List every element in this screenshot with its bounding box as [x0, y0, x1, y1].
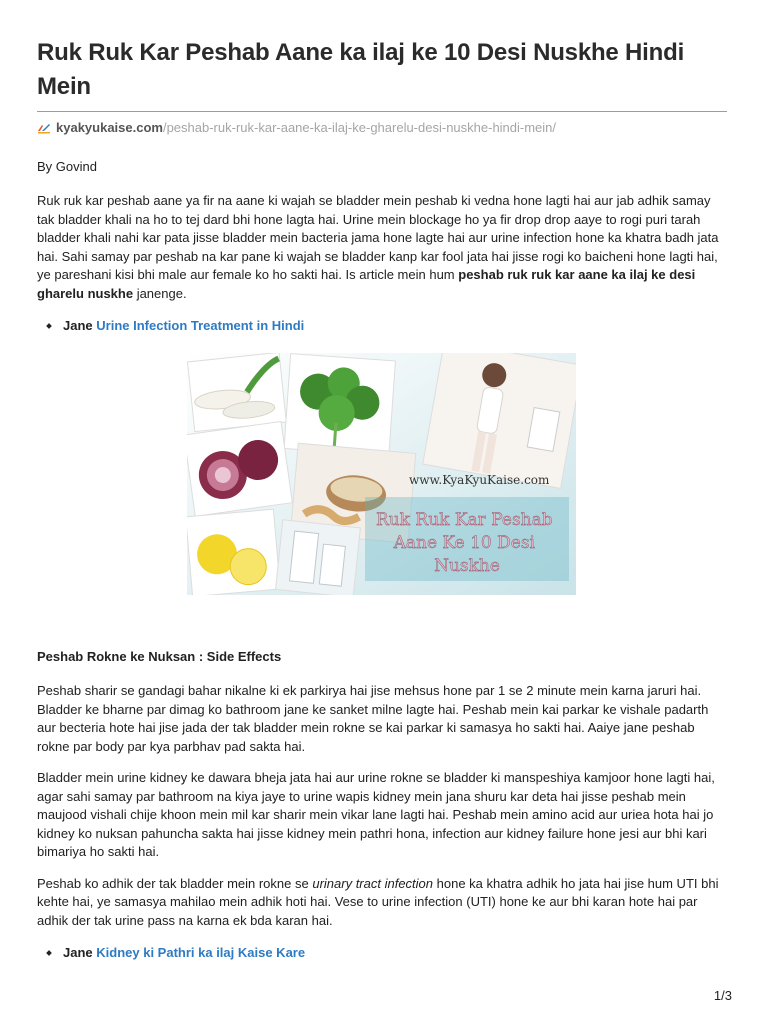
radish-photo: [187, 353, 286, 432]
article-title: Ruk Ruk Kar Peshab Aane ka ilaj ke 10 Desi Nuskhe Hindi Mein: [37, 39, 685, 100]
image-watermark: www.KyaKyuKaise.com: [409, 473, 550, 487]
page-number: 1/3: [713, 988, 732, 1003]
intro-paragraph: [37, 192, 727, 303]
caption-line-3: Nuskhe: [434, 556, 500, 576]
hero-image: [187, 353, 576, 595]
uti-text-before: Peshab ko adhik der tak bladder mein rokne se: [37, 875, 313, 891]
uti-italic-term: urinary tract infection: [312, 875, 434, 891]
bullet-prefix: Jane: [63, 945, 93, 960]
kyakyukaise-logo-icon: [37, 122, 51, 134]
kidney-pathri-link[interactable]: Kidney ki Pathri ka ilaj Kaise Kare: [96, 945, 306, 960]
source-path-link[interactable]: /peshab-ruk-ruk-kar-aane-ka-ilaj-ke-gharelu-desi-nuskhe-hindi-mein/: [162, 120, 557, 135]
source-line: [37, 120, 727, 135]
woman-photo: [423, 353, 576, 488]
paragraph-nuksan: Peshab sharir se gandagi bahar nikalne ki ek parkirya hai jise mehsus hone par 1 se 2 minute mein karna jaruri hai. Bladder ke bharne par dimag ko bathroom jane ke sanket milne lagte hai. Peshab mein kai parkar ke vishale padarth aur becteria hote hai jise jada der tak bladder mein rokne se kai parkar ki samasya ho sakti hai. Aaiye jane peshab rokne par body par kya parbhav pad sakta hai.: [37, 683, 709, 754]
bullet-prefix: Jane: [63, 318, 93, 333]
intro-tail: janenge.: [133, 285, 187, 301]
coriander-photo: [284, 354, 395, 456]
source-domain-link[interactable]: kyakyukaise.com: [56, 120, 163, 135]
caption-line-2: Aane Ke 10 Desi: [393, 533, 536, 553]
title-divider: [37, 111, 727, 112]
document-page: [37, 0, 727, 962]
uti-text-after: hone ka khatra adhik ho jata hai jise hum UTI bhi kehte hai, ye samasya mahilao mein adhik hoti hai. Vese to urine infection (UTI) hone ke aur bhi karan hote hai par adhik der tak urine pass na karna ek bda karan hai.: [37, 875, 719, 928]
byline: By Govind: [37, 159, 97, 174]
paragraph-uti: [37, 875, 727, 931]
onion-photo: [187, 421, 292, 516]
intro-text: Ruk ruk kar peshab aane ya fir na aane ki wajah se bladder mein peshab ki vedna hone lagti hai aur jab adhik samay tak bladder khali na ho to tej dard bhi hone lagta hai. Urine mein blockage ho ya fir drop drop aaye to rogi puri tarah bladder khali nahi kar pata jisse bladder mein bacteria jama hone lagte hai aur urine infection hone ka khatra badh jata hai. Sahi samay par peshab na kar pane ki wajah se bladder kanp kar fool jata hai jisse rogi ko baicheni hone lagti hai, ye pareshani kisi bhi male aur female ko ho sakti hai. Is article mein hum: [37, 193, 719, 282]
related-list-2: [37, 944, 727, 962]
related-list-1: [37, 317, 727, 335]
paragraph-kidney: Bladder mein urine kidney ke dawara bheja jata hai aur urine rokne se bladder ki manspeshiya kamjoor hone lagti hai, agar sahi samay par bathroom na kiya jaye to urine wapis kidney mein jana shuru kar deta hai jisse peshab mein maujood vishali chije khoon mein mil kar sharir mein vikar lane lagti hai. Peshab mein amino acid aur uriea hota hai jo kidney ko nuksan pahuncha sakta hai jisse kidney mein pathri hona, infection aur kidney failure hone jesi aur bhi kari bimariya ho sakti hai.: [37, 770, 715, 859]
list-item: [37, 944, 727, 962]
intro-bold-phrase: peshab ruk ruk kar aane ka ilaj ke desi gharelu nuskhe: [37, 267, 696, 301]
caption-line-1: Ruk Ruk Kar Peshab: [375, 510, 553, 530]
section-heading: Peshab Rokne ke Nuksan : Side Effects: [37, 649, 282, 664]
milk-photo: [276, 520, 361, 595]
urine-infection-link[interactable]: Urine Infection Treatment in Hindi: [96, 318, 305, 333]
list-item: [37, 317, 727, 335]
lemon-photo: [187, 509, 280, 595]
